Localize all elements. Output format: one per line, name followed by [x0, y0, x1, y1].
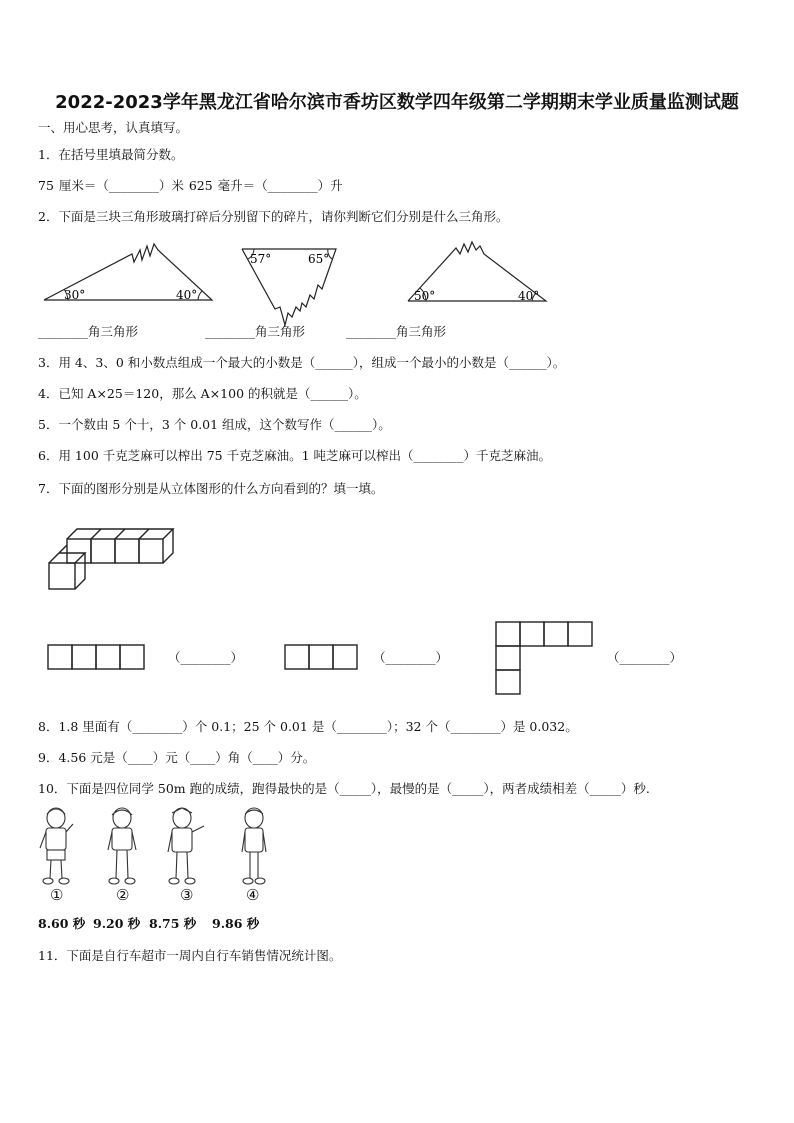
question-2-answer-1: ________角三角形: [38, 324, 139, 339]
angle-label: 30°: [64, 288, 86, 302]
question-2-answer-2: ________角三角形: [205, 324, 306, 339]
question-1-answer-line: 75 厘米＝（________）米 625 毫升＝（________）升: [38, 178, 343, 193]
view-figure-2: [285, 645, 361, 671]
student-label-4: ④: [246, 886, 260, 904]
student-time-2: 9.20 秒: [93, 916, 141, 931]
student-time-4: 9.86 秒: [212, 916, 260, 931]
question-1-stem: 1．在括号里填最简分数。: [38, 147, 184, 162]
question-2-stem: 2．下面是三块三角形玻璃打碎后分别留下的碎片，请你判断它们分别是什么三角形。: [38, 209, 509, 224]
question-7-stem: 7．下面的图形分别是从立体图形的什么方向看到的？填一填。: [38, 481, 384, 496]
triangle-fragment-2: [240, 245, 350, 330]
question-3: 3．用 4、3、0 和小数点组成一个最大的小数是（______），组成一个最小的小数是（______）。: [38, 355, 566, 370]
student-label-1: ①: [50, 886, 64, 904]
student-illustration-2: [102, 806, 142, 886]
question-6: 6．用 100 千克芝麻可以榨出 75 千克芝麻油。1 吨芝麻可以榨出（________）千克芝麻油。: [38, 448, 552, 463]
student-illustration-1: [36, 806, 76, 886]
student-illustration-3: [164, 806, 208, 886]
angle-label: 65°: [308, 252, 330, 266]
student-label-2: ②: [116, 886, 130, 904]
question-7-blank-2: （________）: [373, 650, 449, 665]
student-time-3: 8.75 秒: [149, 916, 197, 931]
angle-label: 40°: [176, 288, 198, 302]
angle-label: 50°: [414, 289, 436, 303]
question-2-answer-3: ________角三角形: [346, 324, 447, 339]
cube-solid-figure: [47, 526, 177, 596]
triangle-fragment-3: [406, 238, 556, 308]
question-7-blank-1: （________）: [168, 650, 244, 665]
student-illustration-4: [234, 806, 274, 886]
student-time-1: 8.60 秒: [38, 916, 86, 931]
view-figure-1: [48, 645, 148, 671]
triangle-fragment-1: [42, 238, 222, 308]
question-8: 8．1.8 里面有（________）个 0.1；25 个 0.01 是（________）；32 个（________）是 0.032。: [38, 719, 578, 734]
page-title: 2022-2023学年黑龙江省哈尔滨市香坊区数学四年级第二学期期末学业质量监测试题: [55, 92, 739, 113]
student-label-3: ③: [180, 886, 194, 904]
question-5: 5．一个数由 5 个十，3 个 0.01 组成，这个数写作（______）。: [38, 417, 391, 432]
question-7-blank-3: （________）: [607, 650, 683, 665]
section-heading: 一、用心思考，认真填写。: [38, 120, 189, 135]
view-figure-3: [496, 622, 596, 698]
question-9: 9．4.56 元是（____）元（____）角（____）分。: [38, 750, 316, 765]
angle-label: 40°: [518, 289, 540, 303]
question-10-stem: 10．下面是四位同学 50m 跑的成绩，跑得最快的是（_____），最慢的是（_____），两者成绩相差（_____）秒.: [38, 781, 650, 796]
angle-label: 57°: [250, 252, 272, 266]
question-4: 4．已知 A×25＝120，那么 A×100 的积就是（______）。: [38, 386, 367, 401]
question-11: 11．下面是自行车超市一周内自行车销售情况统计图。: [38, 948, 342, 963]
